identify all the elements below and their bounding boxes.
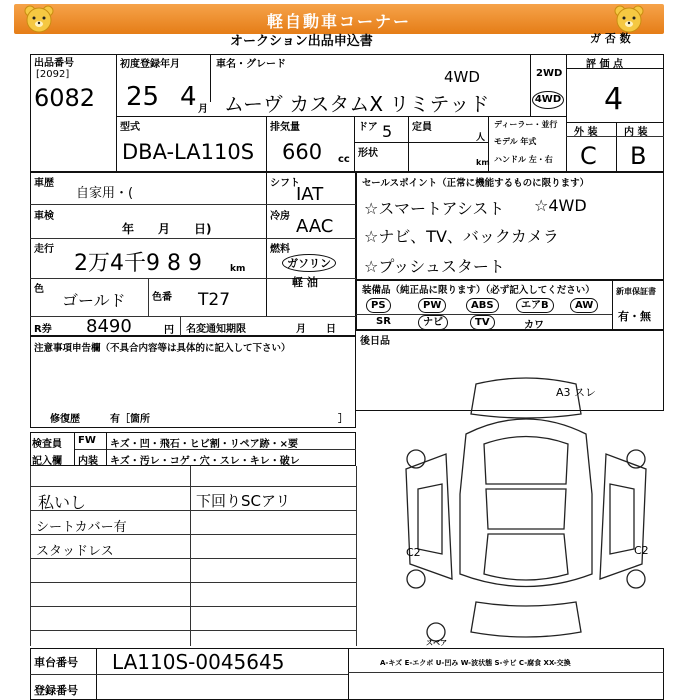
label-4wd-circled: 4WD <box>532 91 564 109</box>
repair-label: 修復歴 <box>50 414 80 425</box>
sales-point-1: ☆スマートアシスト <box>364 199 505 218</box>
bear-mascot-icon <box>22 3 56 37</box>
exterior-grade: C <box>580 142 597 170</box>
car-name-value: ムーヴ カスタムX リミテッド <box>224 92 490 116</box>
dealer-line2: モデル 年式 <box>494 137 537 146</box>
repair-value: 有［箇所 <box>110 414 150 425</box>
color-value: ゴールド <box>62 291 126 310</box>
label-2wd: 2WD <box>536 68 563 79</box>
sales-points-title: セールスポイント（正常に機能するものに限ります） <box>362 178 590 189</box>
capacity-label: 定員 <box>412 122 432 133</box>
damage-mark-a3: A3 スレ <box>556 386 597 399</box>
color-label: 色 <box>34 284 44 295</box>
option-airbag: エアB <box>516 298 554 313</box>
option-tv: TV <box>470 315 495 330</box>
sales-point-2: ☆4WD <box>534 196 587 215</box>
inspector-row1-text: キズ・凹・飛石・ヒビ割・リペア跡・×要 <box>110 439 298 450</box>
inspector-label: 検査員 <box>32 439 62 450</box>
option-aw: AW <box>570 298 598 313</box>
inspector-row1-tag: FW <box>78 435 96 446</box>
capacity-unit: 人 <box>476 133 486 143</box>
displacement-value: 660 <box>282 140 323 164</box>
chassis-number: LA110S-0045645 <box>112 650 285 674</box>
option-leather: カワ <box>524 320 544 331</box>
score-label: 評 価 点 <box>586 59 623 70</box>
km-unit: km <box>476 158 490 167</box>
fuel-diesel: 軽 油 <box>292 276 318 289</box>
sales-point-3: ☆ナビ、TV、バックカメラ <box>364 227 559 246</box>
damage-mark-c2-left: C2 <box>406 546 421 559</box>
equipment-title: 装備品（純正品に限ります）（必ず記入してください） <box>362 285 595 296</box>
shape-label: 形状 <box>358 148 378 159</box>
shift-label: シフト <box>270 178 300 189</box>
chassis-label: 車台番号 <box>34 656 78 669</box>
header-right-text: ガ 否 数 <box>590 32 631 45</box>
ac-label: 冷房 <box>270 211 290 222</box>
back-item-label: 後日品 <box>360 336 390 347</box>
door-label: ドア <box>358 122 378 133</box>
color-number-value: T27 <box>198 290 231 310</box>
name-change-label: 名変通知期限 <box>186 324 246 335</box>
name-change-value: 月 日 <box>296 324 336 335</box>
registration-year-label: 初度登録年月 <box>120 59 180 70</box>
auction-sheet <box>30 34 664 700</box>
score-value: 4 <box>604 82 624 117</box>
warranty-value: 有・無 <box>618 310 651 323</box>
registration-month: 4 <box>180 82 197 112</box>
sales-point-4: ☆プッシュスタート <box>364 257 505 276</box>
mileage-unit: km <box>230 264 246 274</box>
option-sr: SR <box>376 316 391 327</box>
warranty-label: 新車保証書 <box>616 287 656 296</box>
color-number-label: 色番 <box>152 292 172 303</box>
inspector-entry-label: 記入欄 <box>32 456 62 467</box>
handwritten-note-3: スタッドレス <box>36 544 114 559</box>
registration-number-label: 登録番号 <box>34 684 78 697</box>
handwritten-note-1: 私いし <box>38 493 87 512</box>
handwritten-note-2: シートカバー有 <box>36 520 127 535</box>
ac-value: AAC <box>296 216 334 237</box>
mileage-value: 2万4千9 8 9 <box>74 251 202 276</box>
entry-number-label: 出品番号 <box>34 58 74 69</box>
model-value: DBA-LA110S <box>122 140 255 164</box>
door-value: 5 <box>382 122 393 141</box>
spare-tire-label: スペア <box>426 639 447 647</box>
damage-mark-c2-right: C2 <box>634 544 649 557</box>
interior-grade: B <box>630 142 647 170</box>
option-abs: ABS <box>466 298 499 313</box>
option-pw: PW <box>418 298 446 313</box>
dealer-line1: ディーラー・並行 <box>494 120 558 129</box>
exterior-label: 外 装 <box>574 127 598 138</box>
month-unit: 月 <box>198 104 208 115</box>
option-navi: ナビ <box>418 315 448 330</box>
fuel-gasoline-circled: ガソリン <box>282 254 336 272</box>
interior-label: 内 装 <box>624 127 648 138</box>
displacement-label: 排気量 <box>270 122 300 133</box>
cc-unit: cc <box>338 154 350 165</box>
drive-note: 4WD <box>444 68 480 86</box>
recycle-unit: 円 <box>164 325 174 336</box>
entry-number: 6082 <box>34 84 96 112</box>
entry-sub-code: [2092] <box>36 69 70 80</box>
fuel-label: 燃料 <box>270 244 290 255</box>
dealer-line3: ハンドル 左・右 <box>494 155 553 164</box>
inspector-row2-tag: 内装 <box>78 456 98 467</box>
inspection-label: 車検 <box>34 211 54 222</box>
shift-value: IAT <box>296 184 324 205</box>
registration-year: 25 <box>126 82 160 112</box>
damage-legend: A-キズ E-エクボ U-凹み W-波状態 S-サビ C-腐食 XX-交換 <box>380 659 571 667</box>
handwritten-note-right: 下回りSCアリ <box>196 492 291 510</box>
banner-title: 軽自動車コーナー <box>266 12 411 31</box>
option-ps: PS <box>366 298 391 313</box>
history-label: 車歴 <box>34 178 54 189</box>
notes-title: 注意事項申告欄（不具合内容等は具体的に記入して下さい） <box>34 343 291 354</box>
recycle-label: R券 <box>34 324 52 335</box>
car-damage-diagram <box>396 374 656 644</box>
car-name-label: 車名・グレード <box>216 59 286 70</box>
model-label: 型式 <box>120 122 140 133</box>
mileage-label: 走行 <box>34 244 54 255</box>
inspector-row2-text: キズ・汚レ・コゲ・穴・スレ・キレ・破レ <box>110 456 300 467</box>
inspection-value: 年 月 日) <box>122 222 212 236</box>
recycle-value: 8490 <box>86 316 132 337</box>
repair-close: ］ <box>338 414 348 425</box>
sheet-title: オークション出品申込書 <box>230 34 373 49</box>
history-value: 自家用・( <box>76 186 134 201</box>
